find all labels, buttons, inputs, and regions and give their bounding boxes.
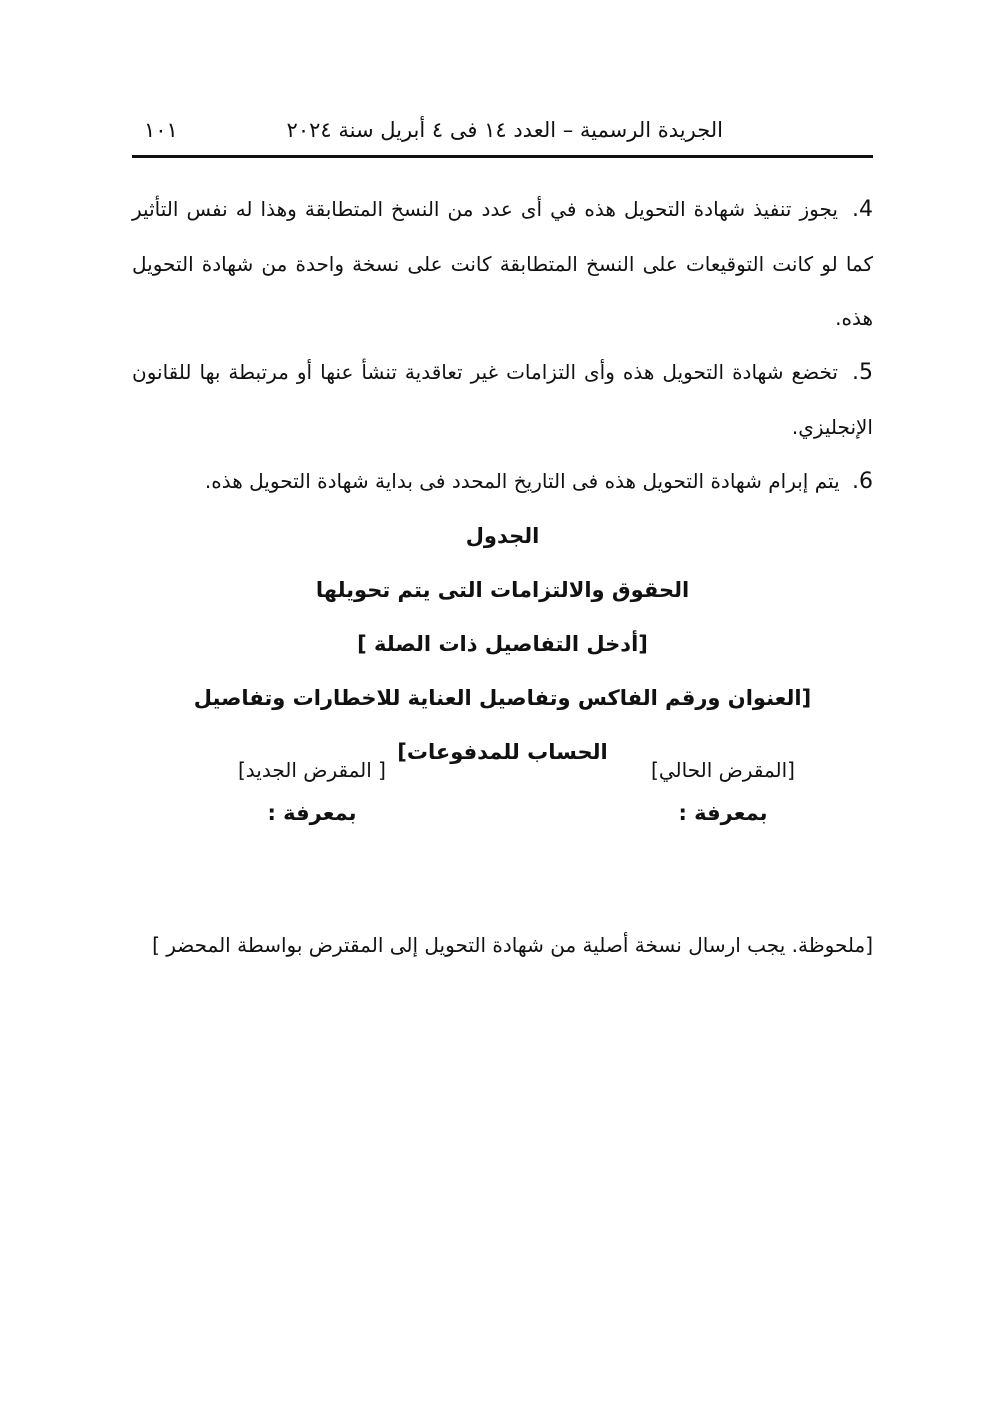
clause-6 (132, 454, 873, 509)
clause-text: تخضع شهادة التحويل هذه وأى التزامات غير تعاقدية تنشأ عنها أو مرتبطة بها للقانون الإنجليزي. (132, 360, 873, 439)
signature-section (132, 752, 873, 842)
new-lender-label: [ المقرض الجديد] (238, 758, 386, 782)
existing-lender-signature (613, 752, 833, 838)
new-lender-by-label: بمعرفة : (267, 801, 357, 825)
existing-lender-by-label: بمعرفة : (678, 801, 768, 825)
page-number: ١٠١ (144, 118, 178, 142)
clause-5 (132, 345, 873, 454)
clause-number: 4. (852, 197, 873, 222)
clause-number: 6. (852, 469, 873, 494)
rights-heading: الحقوق والالتزامات التى يتم تحويلها (315, 578, 690, 602)
details-placeholder: [أدخل التفاصيل ذات الصلة ] (357, 632, 648, 656)
delivery-note: [ملحوظة. يجب ارسال نسخة أصلية من شهادة التحويل إلى المقترض بواسطة المحضر ] (152, 933, 873, 957)
gazette-header-title: الجريدة الرسمية – العدد ١٤ فى ٤ أبريل سنة ٢٠٢٤ (286, 118, 723, 142)
clause-text: يتم إبرام شهادة التحويل هذه فى التاريخ المحدد فى بداية شهادة التحويل هذه. (204, 469, 840, 493)
address-placeholder-line-1: [العنوان ورقم الفاكس وتفاصيل العناية للاخطارات وتفاصيل (193, 686, 812, 710)
address-placeholder-line-2: الحساب للمدفوعات] (397, 740, 608, 764)
document-page (132, 0, 873, 1417)
new-lender-signature (202, 752, 422, 838)
document-body (132, 182, 873, 779)
header-divider (132, 155, 873, 158)
running-header (132, 112, 873, 152)
clause-4 (132, 182, 873, 345)
existing-lender-label: [المقرض الحالي] (651, 758, 795, 782)
clause-number: 5. (852, 360, 874, 385)
schedule-heading: الجدول (465, 524, 540, 548)
clause-text: يجوز تنفيذ شهادة التحويل هذه في أى عدد من النسخ المتطابقة وهذا له نفس التأثير كما لو كانت التوقيعات على النسخ المتطابقة كانت على نسخة واحدة من شهادة التحويل هذه. (132, 197, 873, 330)
